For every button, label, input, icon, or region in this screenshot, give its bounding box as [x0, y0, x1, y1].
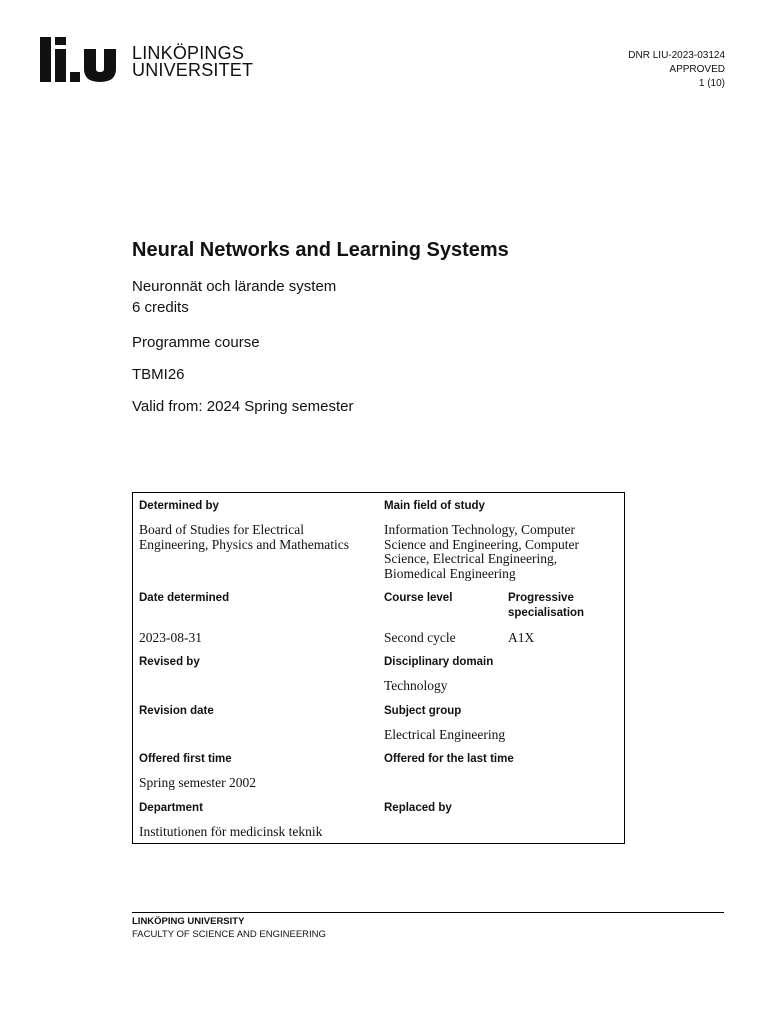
- course-credits: 6 credits: [132, 299, 189, 316]
- department-label: Department: [139, 802, 203, 814]
- determined-by-label: Determined by: [139, 500, 219, 512]
- determined-by-value: Board of Studies for Electrical Engineering, Physics and Mathematics: [139, 522, 349, 552]
- logo-line-1: LINKÖPINGS: [132, 43, 245, 63]
- progressive-specialisation-value: A1X: [508, 630, 535, 645]
- document-number: DNR LIU-2023-03124: [628, 50, 725, 61]
- progressive-specialisation-label: Progressive specialisation: [508, 592, 585, 619]
- date-determined-label: Date determined: [139, 592, 230, 604]
- page-footer: [132, 912, 724, 941]
- course-level-value: Second cycle: [384, 630, 456, 645]
- liu-logo-icon: [40, 37, 122, 83]
- footer-faculty: FACULTY OF SCIENCE AND ENGINEERING: [132, 929, 326, 940]
- logo-line-2: UNIVERSITET: [132, 60, 254, 80]
- logo-wordmark: [132, 45, 253, 79]
- university-logo: [40, 37, 253, 83]
- course-code: TBMI26: [132, 366, 185, 383]
- offered-last-time-label: Offered for the last time: [384, 753, 514, 765]
- document-status: APPROVED: [669, 64, 725, 75]
- document-meta: [628, 49, 725, 91]
- course-facts-table: [132, 492, 625, 844]
- page-number: 1 (10): [698, 78, 725, 89]
- subject-group-label: Subject group: [384, 705, 462, 717]
- main-field-label: Main field of study: [384, 500, 485, 512]
- course-level-label: Course level: [384, 592, 453, 604]
- subject-group-value: Electrical Engineering: [384, 727, 506, 742]
- disciplinary-domain-label: Disciplinary domain: [384, 656, 494, 668]
- course-type: Programme course: [132, 334, 260, 351]
- course-header: [132, 236, 692, 417]
- footer-university: LINKÖPING UNIVERSITY: [132, 916, 245, 927]
- offered-first-time-label: Offered first time: [139, 753, 232, 765]
- date-determined-value: 2023-08-31: [139, 630, 202, 645]
- main-field-value: Information Technology, Computer Science and Engineering, Computer Science, Electrical Engineering, Biomedical Engineering: [384, 522, 579, 581]
- revision-date-label: Revision date: [139, 705, 214, 717]
- course-title: Neural Networks and Learning Systems: [132, 239, 509, 261]
- course-swedish-title: Neuronnät och lärande system: [132, 278, 337, 295]
- revised-by-label: Revised by: [139, 656, 200, 668]
- offered-first-time-value: Spring semester 2002: [139, 775, 256, 790]
- disciplinary-domain-value: Technology: [384, 678, 448, 693]
- department-value: Institutionen för medicinsk teknik: [139, 824, 323, 839]
- replaced-by-label: Replaced by: [384, 802, 452, 814]
- course-valid-from: Valid from: 2024 Spring semester: [132, 398, 354, 415]
